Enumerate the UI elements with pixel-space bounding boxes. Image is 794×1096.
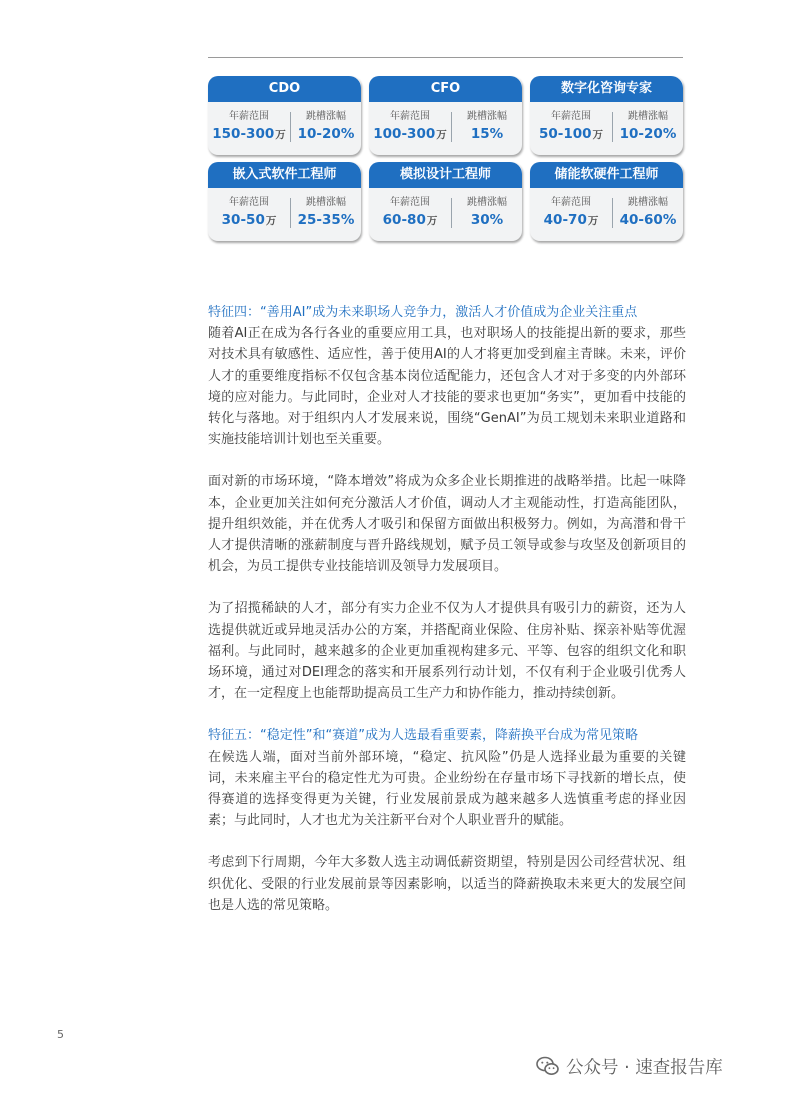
- salary-range-value: 100-300: [373, 126, 436, 142]
- wechat-icon: [536, 1055, 560, 1077]
- salary-unit: 万: [265, 215, 277, 227]
- top-divider: [208, 57, 683, 58]
- body-text: [208, 302, 686, 916]
- salary-card-energy-storage-engineer: [530, 162, 683, 241]
- salary-card-cfo: [369, 76, 522, 155]
- raise-value: 40-60%: [619, 212, 677, 228]
- section4-paragraph-1: 随着AI正在成为各行各业的重要应用工具，也对职场人的技能提出新的要求，那些对技术具有敏感性、适应性，善于使用AI的人才将更加受到雇主青睐。未来，评价人才的重要维度指标不仅包含基本岗位适配能力，还包含人才对于多变的内外部环境的应对能力。与此同时，企业对人才技能的要求也更加“务实”，更加看中技能的转化与落地。对于组织内人才发展来说，围绕“GenAI”为员工规划未来职业道路和实施技能培训计划也至关重要。: [208, 326, 686, 448]
- salary-range-label: 年薪范围: [390, 197, 430, 208]
- salary-card-embedded-engineer: [208, 162, 361, 241]
- salary-unit: 万: [436, 129, 447, 141]
- card-divider: [451, 198, 452, 228]
- raise-label: 跳槽涨幅: [306, 197, 346, 208]
- raise-value: 10-20%: [297, 126, 355, 142]
- card-title: 储能软硬件工程师: [530, 162, 683, 188]
- salary-range-value: 50-100: [538, 126, 592, 142]
- salary-unit: 万: [426, 215, 438, 227]
- card-divider: [612, 198, 613, 228]
- card-title: 嵌入式软件工程师: [208, 162, 361, 188]
- salary-unit: 万: [592, 129, 604, 141]
- section5-paragraph-2: 考虑到下行周期，今年大多数人选主动调低薪资期望，特别是因公司经营状况、组织优化、受限的行业发展前景等因素影响，以适当的降薪换取未来更大的发展空间也是人选的常见策略。: [208, 855, 686, 913]
- salary-range-label: 年薪范围: [551, 111, 591, 122]
- raise-value: 10-20%: [619, 126, 677, 142]
- card-divider: [612, 112, 613, 142]
- card-title: 数字化咨询专家: [530, 76, 683, 102]
- section4-heading: 特征四：“善用AI”成为未来职场人竞争力，激活人才价值成为企业关注重点: [208, 305, 638, 320]
- salary-range-label: 年薪范围: [229, 197, 269, 208]
- page-number: 5: [57, 1028, 64, 1041]
- section4-paragraph-2: 面对新的市场环境，“降本增效”将成为众多企业长期推进的战略举措。比起一味降本，企业更加关注如何充分激活人才价值，调动人才主观能动性，打造高能团队，提升组织效能，并在优秀人才吸引和保留方面做出积极努力。例如，为高潜和骨干人才提供清晰的涨薪制度与晋升路线规划，赋予员工领导或参与攻坚及创新项目的机会，为员工提供专业技能培训及领导力发展项目。: [208, 474, 686, 575]
- salary-card-digital-consultant: [530, 76, 683, 155]
- raise-value: 30%: [470, 212, 504, 228]
- card-divider: [451, 112, 452, 142]
- salary-range-value: 150-300: [212, 126, 275, 142]
- card-title: 模拟设计工程师: [369, 162, 522, 188]
- salary-card-grid: [208, 76, 684, 241]
- salary-card-cdo: [208, 76, 361, 155]
- raise-label: 跳槽涨幅: [628, 197, 668, 208]
- raise-value: 15%: [470, 126, 504, 142]
- salary-range-label: 年薪范围: [551, 197, 591, 208]
- salary-range-value: 30-50: [221, 212, 265, 228]
- card-title: CFO: [369, 76, 522, 102]
- section5-paragraph-1: 在候选人端，面对当前外部环境，“稳定、抗风险”仍是人选择业最为重要的关键词，未来雇主平台的稳定性尤为可贵。企业纷纷在存量市场下寻找新的增长点，使得赛道的选择变得更为关键，行业发展前景成为越来越多人选慎重考虑的择业因素；与此同时，人才也尤为关注新平台对个人职业晋升的赋能。: [208, 749, 686, 829]
- salary-card-analog-design-engineer: [369, 162, 522, 241]
- watermark: [536, 1052, 723, 1080]
- salary-range-value: 60-80: [382, 212, 426, 228]
- section5-heading: 特征五：“稳定性”和“赛道”成为人选最看重要素，降薪换平台成为常见策略: [208, 728, 638, 744]
- raise-label: 跳槽涨幅: [467, 111, 507, 122]
- raise-label: 跳槽涨幅: [467, 197, 507, 208]
- raise-label: 跳槽涨幅: [628, 111, 668, 122]
- salary-range-value: 40-70: [543, 212, 587, 228]
- section4-paragraph-3: 为了招揽稀缺的人才，部分有实力企业不仅为人才提供具有吸引力的薪资，还为人选提供就近或异地灵活办公的方案，并搭配商业保险、住房补贴、探亲补贴等优渥福利。与此同时，越来越多的企业更加重视构建多元、平等、包容的组织文化和职场环境，通过对DEI理念的落实和开展系列行动计划，不仅有利于企业吸引优秀人才，在一定程度上也能帮助提高员工生产力和协作能力，推动持续创新。: [208, 601, 686, 702]
- salary-unit: 万: [587, 215, 599, 227]
- salary-unit: 万: [275, 129, 286, 141]
- card-divider: [290, 112, 291, 142]
- salary-range-label: 年薪范围: [229, 111, 269, 122]
- salary-range-label: 年薪范围: [390, 111, 430, 122]
- raise-label: 跳槽涨幅: [306, 111, 346, 122]
- card-title: CDO: [208, 76, 361, 102]
- card-divider: [290, 198, 291, 228]
- raise-value: 25-35%: [297, 212, 355, 228]
- watermark-text: 公众号 · 速查报告库: [566, 1057, 723, 1078]
